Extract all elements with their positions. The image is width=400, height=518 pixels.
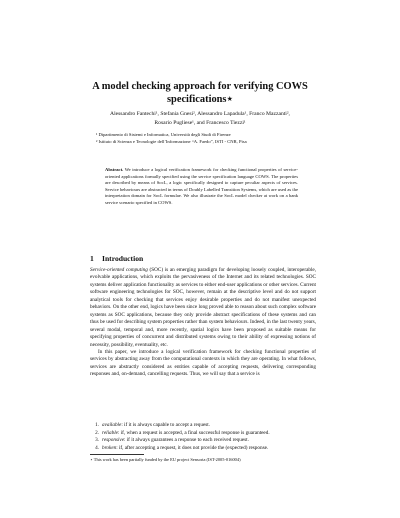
intro-emphasis: Service-oriented computing (90, 267, 148, 273)
abstract-text: We introduce a logical verification framework for checking functional properties of service-oriented applications formally specified using the service specification language COWS. The properties are described by means of SocL, a logic specifically designed to capture peculiar aspects of services. Service behaviours are abstracted in terms of Doubly Labelled Transition Systems, which are used as the interpretation domain for SocL formulae. We also illustrate the SocL model checker at work on a bank service scenario specified in COWS. (105, 167, 298, 205)
affiliation-2: ² Istituto di Scienza e Tecnologie dell’Informazione “A. Faedo”, ISTI - CNR, Pisa (96, 139, 247, 145)
intro-paragraph-2: In this paper, we introduce a logical verification framework for checking functional properties of services by abstracting away from the computational contexts in which they are operating. In what follows, services are abstractly considered as entities capable of accepting requests, delivering corresponding responses and, on-demand, cancelling requests. Thus, we will say that a service is (90, 348, 316, 378)
title-line-1: A model checking approach for verifying COWS (92, 81, 308, 92)
section-heading (90, 254, 143, 263)
intro-body (90, 267, 316, 379)
footnote-rule (90, 454, 144, 455)
list-item (90, 445, 316, 453)
list-item (90, 422, 316, 430)
authors-line-1: Alessandro Fantechi¹, Stefania Gnesi², Alessandro Lapadula¹, Franco Mazzanti², (110, 111, 290, 117)
list-item-number: 2. (95, 429, 99, 436)
list-item-term: responsive (102, 437, 124, 444)
list-item (90, 437, 316, 445)
footnote: ⋆ This work has been partially funded by the EU project Sensoria (IST-2005-016004) (90, 457, 241, 462)
affiliation-1: ¹ Dipartimento di Sistemi e Informatica, Università degli Studi di Firenze (96, 132, 231, 137)
list-item-number: 4. (95, 444, 99, 451)
list-item-number: 3. (95, 437, 99, 444)
list-item-description: : if, when a request is accepted, a final successful response is guaranteed. (117, 429, 270, 436)
affiliations (96, 131, 320, 145)
list-item-term: reliable (102, 429, 118, 436)
list-item-description: : if, after accepting a request, it does not provide the (expected) response. (116, 444, 269, 451)
abstract-label: Abstract. (105, 167, 124, 172)
section-number: 1 (90, 254, 94, 263)
intro-paragraph-1 (90, 267, 316, 349)
property-list (90, 422, 316, 452)
intro-paragraph-1-text: (SOC) is an emerging paradigm for developing loosely coupled, interoperable, evolvable applications, which exploits the pervasiveness of the Internet and its related technologies. SOC systems deliver application functionality as services to either end-user applications or other services. Current software engineering technologies for SOC, however, remain at the descriptive level and do not support analytical tools for checking that services enjoy desirable properties and do not manifest unexpected behaviors. On the other end, logics have been since long proved able to reason about such complex software systems as SOC applications, because they only provide abstract specifications of these systems and can thus be used for describing system properties rather than system behaviours. Indeed, in the last twenty years, several modal, temporal and, more recently, spatial logics have been proposed as suitable means for specifying properties of concurrent and distributed systems owing to their ability of expressing notions of necessity, possibility, eventuality, etc. (90, 267, 317, 348)
list-item-term: available (102, 422, 122, 428)
paper-title (60, 80, 340, 106)
list-item-term: broken (102, 444, 117, 451)
author-list (78, 110, 322, 128)
list-item-number: 1. (95, 422, 99, 428)
authors-line-2: Rosario Pugliese¹, and Francesco Tiezzi¹ (154, 120, 246, 126)
title-line-2: specifications⋆ (167, 94, 233, 105)
list-item-description: : if it always guarantees a response to each received request. (124, 437, 249, 444)
list-item-description: : if it is always capable to accept a request. (121, 422, 211, 428)
abstract (105, 167, 298, 206)
section-title: Introduction (102, 254, 144, 263)
